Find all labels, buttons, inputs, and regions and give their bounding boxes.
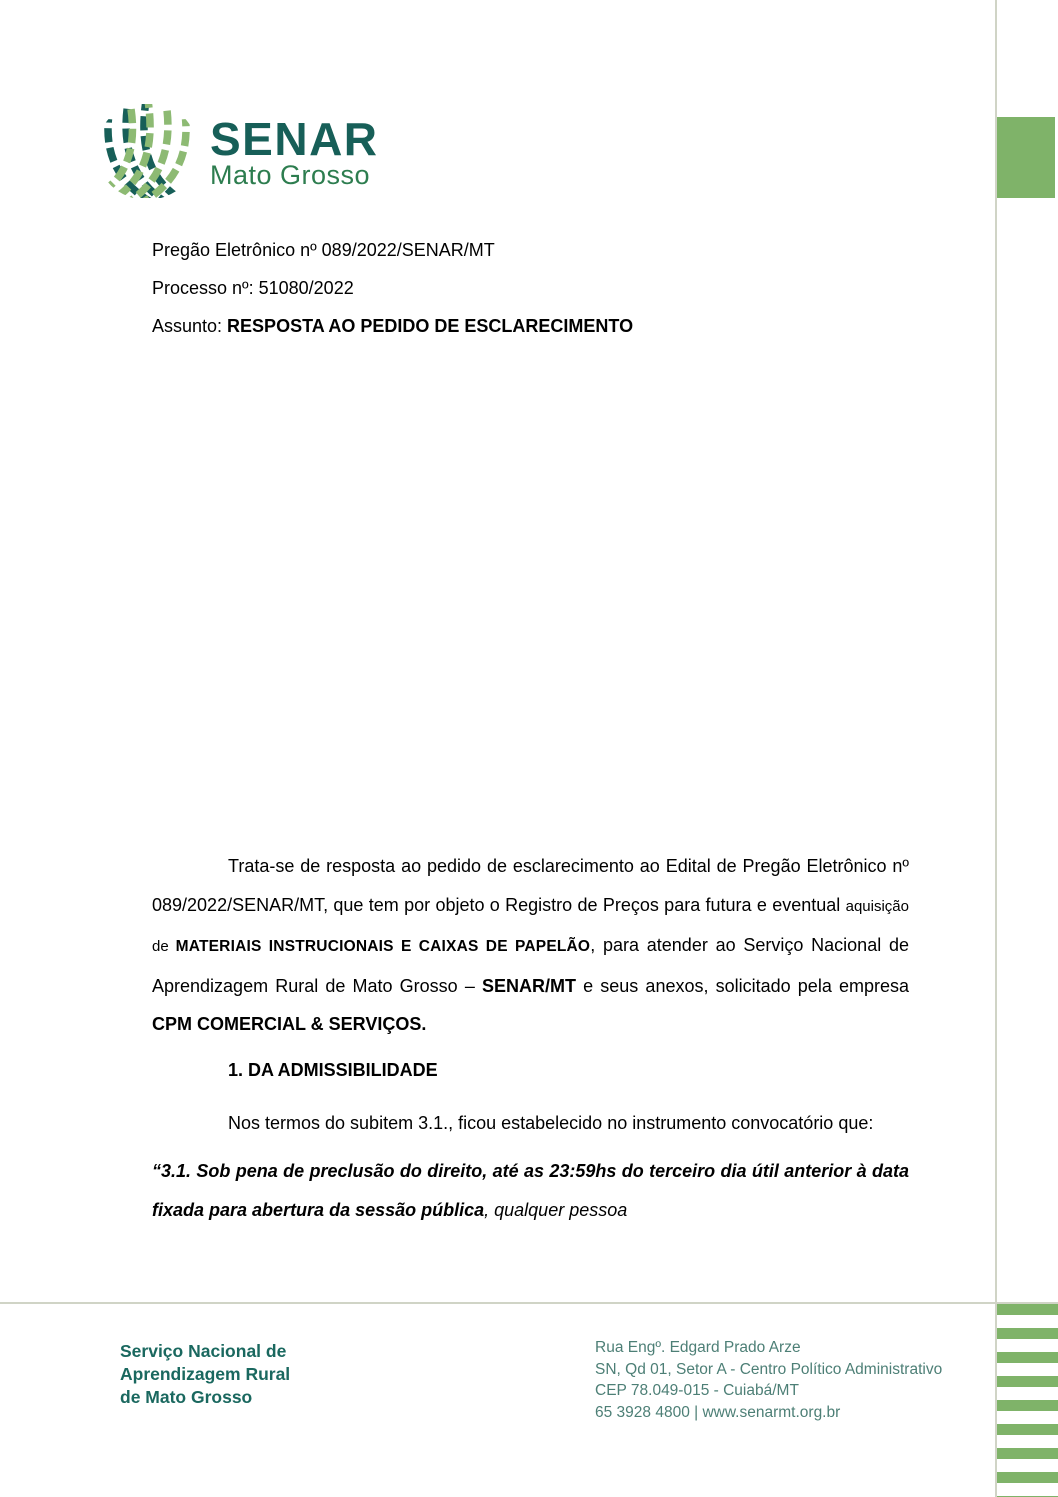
logo-name: SENAR: [210, 112, 379, 165]
intro-text: Trata-se de resposta ao pedido de esclarecimento ao Edital de Pregão Eletrônico nº 089/2022/SENAR/MT, que tem por objeto o Registro de Preços para futura e eventual: [152, 856, 909, 915]
bottom-right-stripes: [997, 1304, 1058, 1497]
intro-small-text: aquisição de: [152, 897, 909, 956]
logo-wordmark: [210, 112, 379, 190]
right-edge-rule: [995, 0, 997, 1497]
quote-bold-part: “3.1. Sob pena de preclusão do direito, até as 23:59hs do terceiro dia útil anterior à data fixada para abertura da sessão pública: [152, 1161, 909, 1221]
footer-divider-line: [0, 1302, 1058, 1304]
header-assunto-line: [152, 307, 932, 345]
document-body: [152, 847, 909, 1230]
assunto-label: Assunto:: [152, 316, 228, 336]
quote-italic-part: , qualquer pessoa: [484, 1200, 628, 1221]
footer-address-line: CEP 78.049-015 - Cuiabá/MT: [595, 1382, 799, 1399]
footer-organization: [120, 1340, 290, 1409]
quote-3-1: [152, 1152, 909, 1230]
footer-address-line: 65 3928 4800 | www.senarmt.org.br: [595, 1403, 841, 1421]
logo-region: Mato Grosso: [210, 159, 371, 190]
footer-org-line: Serviço Nacional de: [120, 1341, 287, 1361]
senar-logo: [94, 104, 379, 203]
header-processo-line: Processo nº: 51080/2022: [152, 278, 354, 298]
footer-org-line: Aprendizagem Rural: [120, 1364, 291, 1384]
intro-text-2: , para atender ao Serviço Nacional de Aprendizagem Rural de Mato Grosso –: [152, 935, 909, 996]
top-right-accent-block: [997, 117, 1055, 198]
company-name-bold: CPM COMERCIAL & SERVIÇOS.: [152, 1014, 427, 1035]
paragraph-intro: [152, 847, 909, 1044]
senar-wheat-icon: [94, 104, 200, 203]
footer-address: [595, 1337, 942, 1423]
header-pregao-line: Pregão Eletrônico nº 089/2022/SENAR/MT: [152, 240, 495, 260]
section-1-title: 1. DA ADMISSIBILIDADE: [228, 1059, 438, 1080]
footer-address-line: SN, Qd 01, Setor A - Centro Político Administrativo: [595, 1360, 943, 1378]
footer-address-line: Rua Engº. Edgard Prado Arze: [595, 1339, 801, 1356]
intro-text-3: e seus anexos, solicitado pela empresa: [575, 975, 909, 996]
footer-org-line: de Mato Grosso: [120, 1387, 253, 1407]
senar-mt-bold: SENAR/MT: [481, 975, 576, 996]
assunto-value: RESPOSTA AO PEDIDO DE ESCLARECIMENTO: [227, 316, 634, 336]
paragraph-terms: Nos termos do subitem 3.1., ficou estabelecido no instrumento convocatório que:: [228, 1112, 874, 1133]
object-name-bold: MATERIAIS INSTRUCIONAIS E CAIXAS DE PAPELÃO: [175, 938, 591, 956]
document-header: [152, 231, 932, 345]
